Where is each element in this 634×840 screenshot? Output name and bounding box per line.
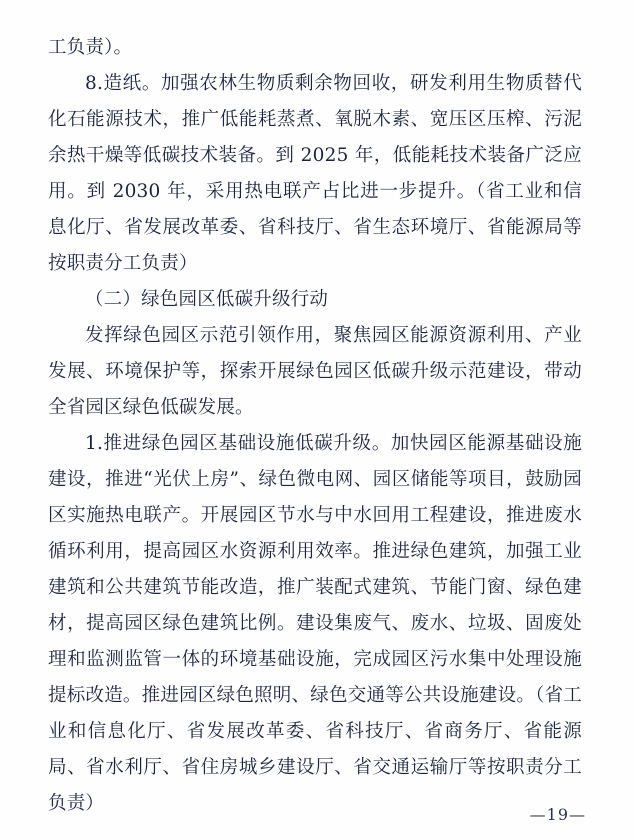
paragraph-section-intro: 发挥绿色园区示范引领作用，聚焦园区能源资源利用、产业发展、环境保护等，探索开展绿色园区低碳升级示范建设，带动全省园区绿色低碳发展。 — [48, 325, 582, 418]
paragraph-continued: 工负责）。 — [48, 37, 133, 58]
paragraph-item-8: 8.造纸。加强农林生物质剩余物回收，研发利用生物质替代化石能源技术，推广低能耗蒸煮、氧脱木素、宽压区压榨、污泥余热干燥等低碳技术装备。到 2025 年，低能耗技术装备广泛应用。到 2030 年，采用热电联产占比进一步提升。（省工业和信息化厅、省发展改革委、省科技厅、省生态环境厅、省能源局等按职责分工负责） — [48, 73, 582, 274]
section-heading-two: （二）绿色园区低碳升级行动 — [85, 289, 329, 310]
document-body — [48, 30, 582, 822]
paragraph-item-1: 1.推进绿色园区基础设施低碳升级。加快园区能源基础设施建设，推进“光伏上房”、绿色微电网、园区储能等项目，鼓励园区实施热电联产。开展园区节水与中水回用工程建设，推进废水循环利用，提高园区水资源利用效率。推进绿色建筑，加强工业建筑和公共建筑节能改造，推广装配式建筑、节能门窗、绿色建材，提高园区绿色建筑比例。建设集废气、废水、垃圾、固废处理和监测监管一体的环境基础设施，完成园区污水集中处理设施提标改造。推进园区绿色照明、绿色交通等公共设施建设。（省工业和信息化厅、省发展改革委、省科技厅、省商务厅、省能源局、省水利厅、省住房城乡建设厅、省交通运输厅等按职责分工负责） — [48, 433, 582, 814]
page-number: —19— — [529, 805, 586, 824]
